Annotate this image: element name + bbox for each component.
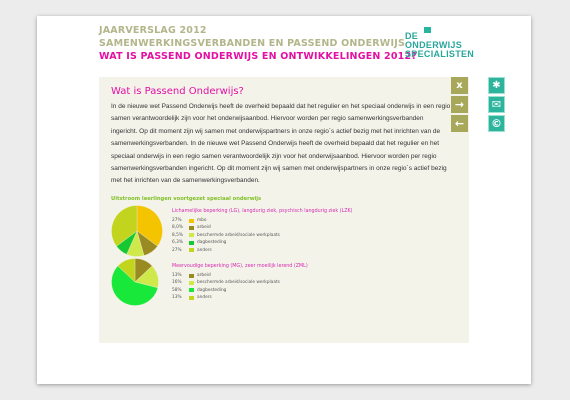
asterisk-icon: ✱ bbox=[492, 79, 501, 91]
copyright-button[interactable] bbox=[488, 115, 505, 132]
next-button[interactable] bbox=[451, 96, 468, 113]
legend-value: 58% bbox=[172, 287, 182, 293]
content-body bbox=[111, 101, 451, 188]
mail-icon: ✉ bbox=[491, 98, 502, 111]
legend-label: dagbesteding bbox=[197, 240, 227, 246]
legend-swatch bbox=[189, 219, 194, 223]
report-title: JAARVERSLAG 2012 bbox=[99, 25, 207, 36]
legend-value: 8,0% bbox=[172, 225, 183, 231]
legend-label: dagbesteding bbox=[197, 287, 227, 293]
legend-swatch bbox=[189, 288, 194, 292]
pie-chart-1 bbox=[111, 205, 163, 257]
section-heading: WAT IS PASSEND ONDERWIJS EN ONTWIKKELINGEN 2012? bbox=[99, 51, 418, 62]
pie-chart-2 bbox=[111, 258, 159, 306]
legend-swatch bbox=[189, 281, 194, 285]
legend-value: 16% bbox=[172, 280, 182, 286]
content-title: Wat is Passend Onderwijs? bbox=[111, 86, 244, 97]
arrow-right-icon: → bbox=[454, 98, 465, 111]
legend-label: beschermde arbeid/sociale werkplaats bbox=[197, 232, 280, 238]
logo-line-1: DE bbox=[405, 31, 419, 41]
close-icon: x bbox=[456, 79, 463, 91]
legend-label: anders bbox=[197, 247, 212, 253]
legend-value: 6,3% bbox=[172, 240, 183, 246]
pie-2-subtitle: Meervoudige beperking (MG), zeer moeilijk lerend (ZML) bbox=[172, 264, 308, 269]
legend-value: 13% bbox=[172, 273, 182, 278]
close-button[interactable] bbox=[451, 77, 468, 94]
legend-value: 8,5% bbox=[172, 232, 183, 238]
legend-label: anders bbox=[197, 295, 212, 301]
report-subtitle: SAMENWERKINGSVERBANDEN EN PASSEND ONDERWIJS bbox=[99, 38, 405, 49]
previous-button[interactable] bbox=[451, 115, 468, 132]
legend-swatch bbox=[189, 233, 194, 237]
mail-button[interactable] bbox=[488, 96, 505, 113]
legend-label: beschermde arbeid/sociale werkplaats bbox=[197, 280, 280, 286]
legend-swatch bbox=[189, 248, 194, 252]
asterisk-button[interactable] bbox=[488, 77, 505, 94]
legend-swatch bbox=[189, 241, 194, 245]
legend-swatch bbox=[189, 274, 194, 278]
legend-label: arbeid bbox=[197, 225, 211, 231]
legend-value: 27% bbox=[172, 218, 182, 223]
pie-1-subtitle: Lichamelijke beperking (LG), langdurig ziek, psychisch langdurig ziek (LZK) bbox=[172, 209, 353, 214]
legend-label: mbo bbox=[197, 218, 207, 223]
copyright-icon: © bbox=[491, 117, 502, 130]
logo bbox=[405, 27, 475, 61]
legend-value: 27% bbox=[172, 247, 182, 253]
legend-value: 13% bbox=[172, 295, 182, 301]
logo-line-2: ONDERWIJS bbox=[405, 40, 463, 50]
chart-title: Uitstroom leerlingen voortgezet speciaal onderwijs bbox=[111, 196, 262, 202]
content-paragraph: In de nieuwe wet Passend Onderwijs heeft de overheid bepaald dat het regulier en het speciaal onderwijs in een regio samen verantwoordelijk zijn voor het onderwijsaanbod. Hiervoor worden per regio samenwerkingsverbanden ingericht. Op dit moment zijn wij samen met onderwijspartners in onze regio´s actief bezig met het inrichten van de samenwerkingsverbanden. In de nieuwe wet Passend Onderwijs heeft de overheid bepaald dat het regulier en het speciaal onderwijs in een regio samen verantwoordelijk zijn voor het onderwijsaanbod. Hiervoor worden per regio samenwerkingsverbanden ingericht. Op dit moment zijn wij samen met onderwijspartners in onze regio´s actief bezig met het inrichten van de samenwerkingsverbanden. bbox=[111, 103, 451, 185]
legend-swatch bbox=[189, 226, 194, 230]
legend-swatch bbox=[189, 296, 194, 300]
arrow-left-icon: ← bbox=[454, 117, 465, 130]
logo-line-3: SPECIALISTEN bbox=[405, 49, 475, 59]
legend-label: arbeid bbox=[197, 273, 211, 278]
logo-square-icon bbox=[424, 27, 431, 33]
